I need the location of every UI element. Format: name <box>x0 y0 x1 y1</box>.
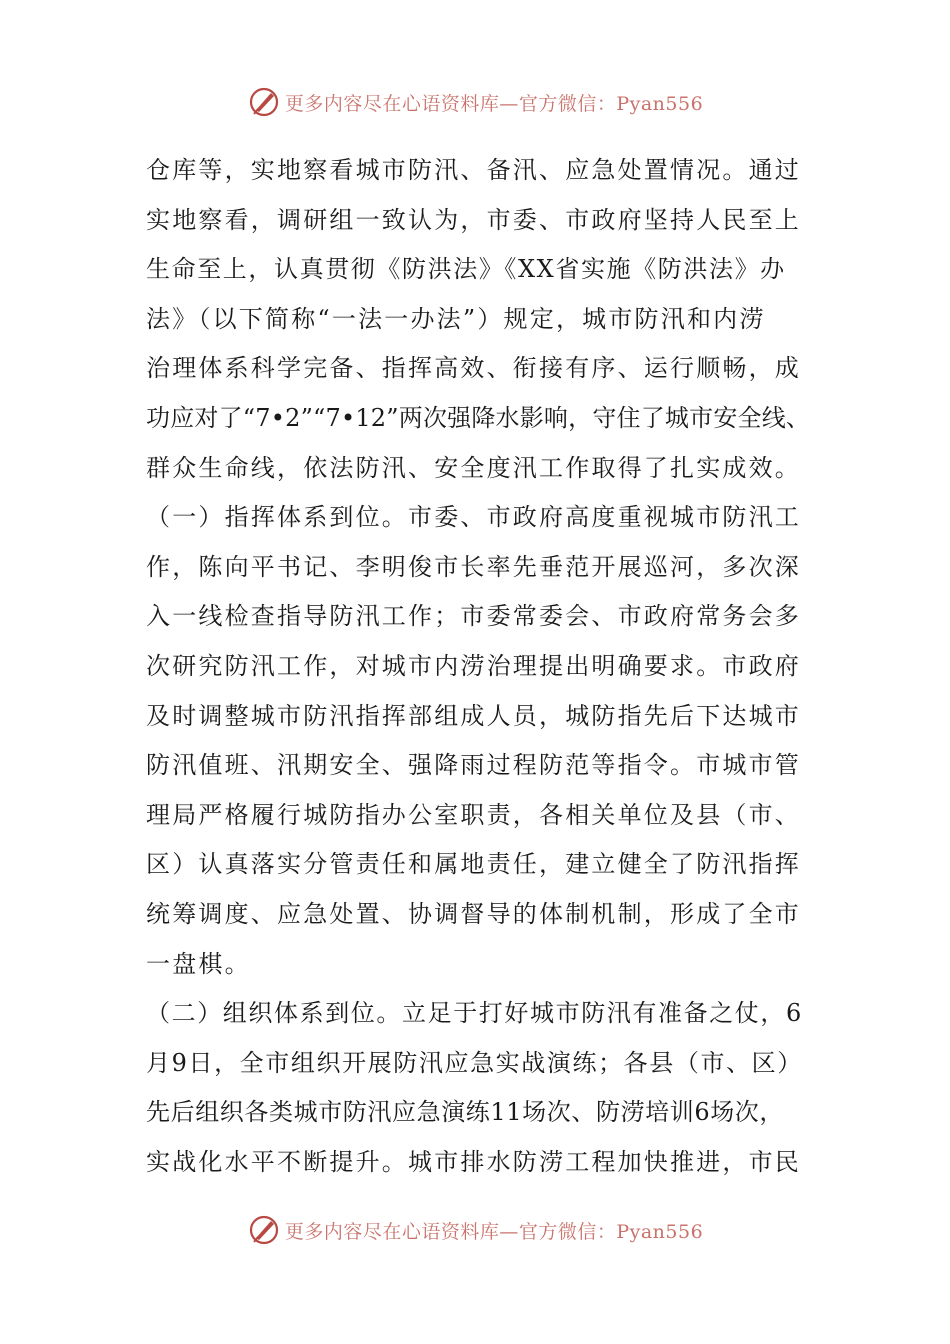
paragraph-line: 月9日，全市组织开展防汛应急实战演练；各县（市、区） <box>146 1048 803 1077</box>
paragraph-line: 次研究防汛工作，对城市内涝治理提出明确要求。市政府 <box>146 651 801 680</box>
paragraph-line: 防汛值班、汛期安全、强降雨过程防范等指令。市城市管 <box>146 751 801 780</box>
paragraph-line: 理局严格履行城防指办公室职责，各相关单位及县（市、 <box>146 800 801 829</box>
paragraph-line: 一盘棋。 <box>146 949 251 978</box>
header-watermark-text: 更多内容尽在心语资料库—官方微信：Pyan556 <box>284 92 704 115</box>
paragraph-line: 先后组织各类城市防汛应急演练11场次、防涝培训6场次， <box>146 1098 785 1127</box>
paragraph-line: 群众生命线，依法防汛、安全度汛工作取得了扎实成效。 <box>146 453 801 482</box>
paragraph-line: 实地察看，调研组一致认为，市委、市政府坚持人民至上 <box>146 205 801 234</box>
document-body <box>146 146 816 1187</box>
paragraph-line: 及时调整城市防汛指挥部组成人员，城防指先后下达城市 <box>146 701 801 730</box>
section-heading-line: （一）指挥体系到位。市委、市政府高度重视城市防汛工 <box>146 503 801 532</box>
header-watermark-banner <box>0 82 950 122</box>
paragraph-line: 入一线检查指导防汛工作；市委常委会、市政府常务会多 <box>146 602 801 631</box>
quill-seal-logo-icon <box>247 1213 281 1247</box>
paragraph-line: 统筹调度、应急处置、协调督导的体制机制，形成了全市 <box>146 899 801 928</box>
paragraph-line: 生命至上，认真贯彻《防洪法》《XX省实施《防洪法》办 <box>146 255 786 284</box>
footer-watermark-text: 更多内容尽在心语资料库—官方微信：Pyan556 <box>284 1220 704 1243</box>
quill-seal-logo-icon <box>247 85 281 119</box>
footer-watermark-banner <box>0 1210 950 1250</box>
paragraph-line: 法》（以下简称“一法一办法”）规定，城市防汛和内涝 <box>146 304 766 333</box>
paragraph-line: 实战化水平不断提升。城市排水防涝工程加快推进，市民 <box>146 1147 801 1176</box>
paragraph-line: 功应对了“7•2”“7•12”两次强降水影响，守住了城市安全线、 <box>146 403 811 432</box>
paragraph-line: 仓库等，实地察看城市防汛、备汛、应急处置情况。通过 <box>146 156 801 184</box>
section-heading-line: （二）组织体系到位。立足于打好城市防汛有准备之仗，6 <box>146 999 803 1028</box>
paragraph-line: 治理体系科学完备、指挥高效、衔接有序、运行顺畅，成 <box>146 354 801 383</box>
paragraph-line: 作，陈向平书记、李明俊市长率先垂范开展巡河，多次深 <box>146 552 801 581</box>
paragraph-line: 区）认真落实分管责任和属地责任，建立健全了防汛指挥 <box>146 850 801 879</box>
